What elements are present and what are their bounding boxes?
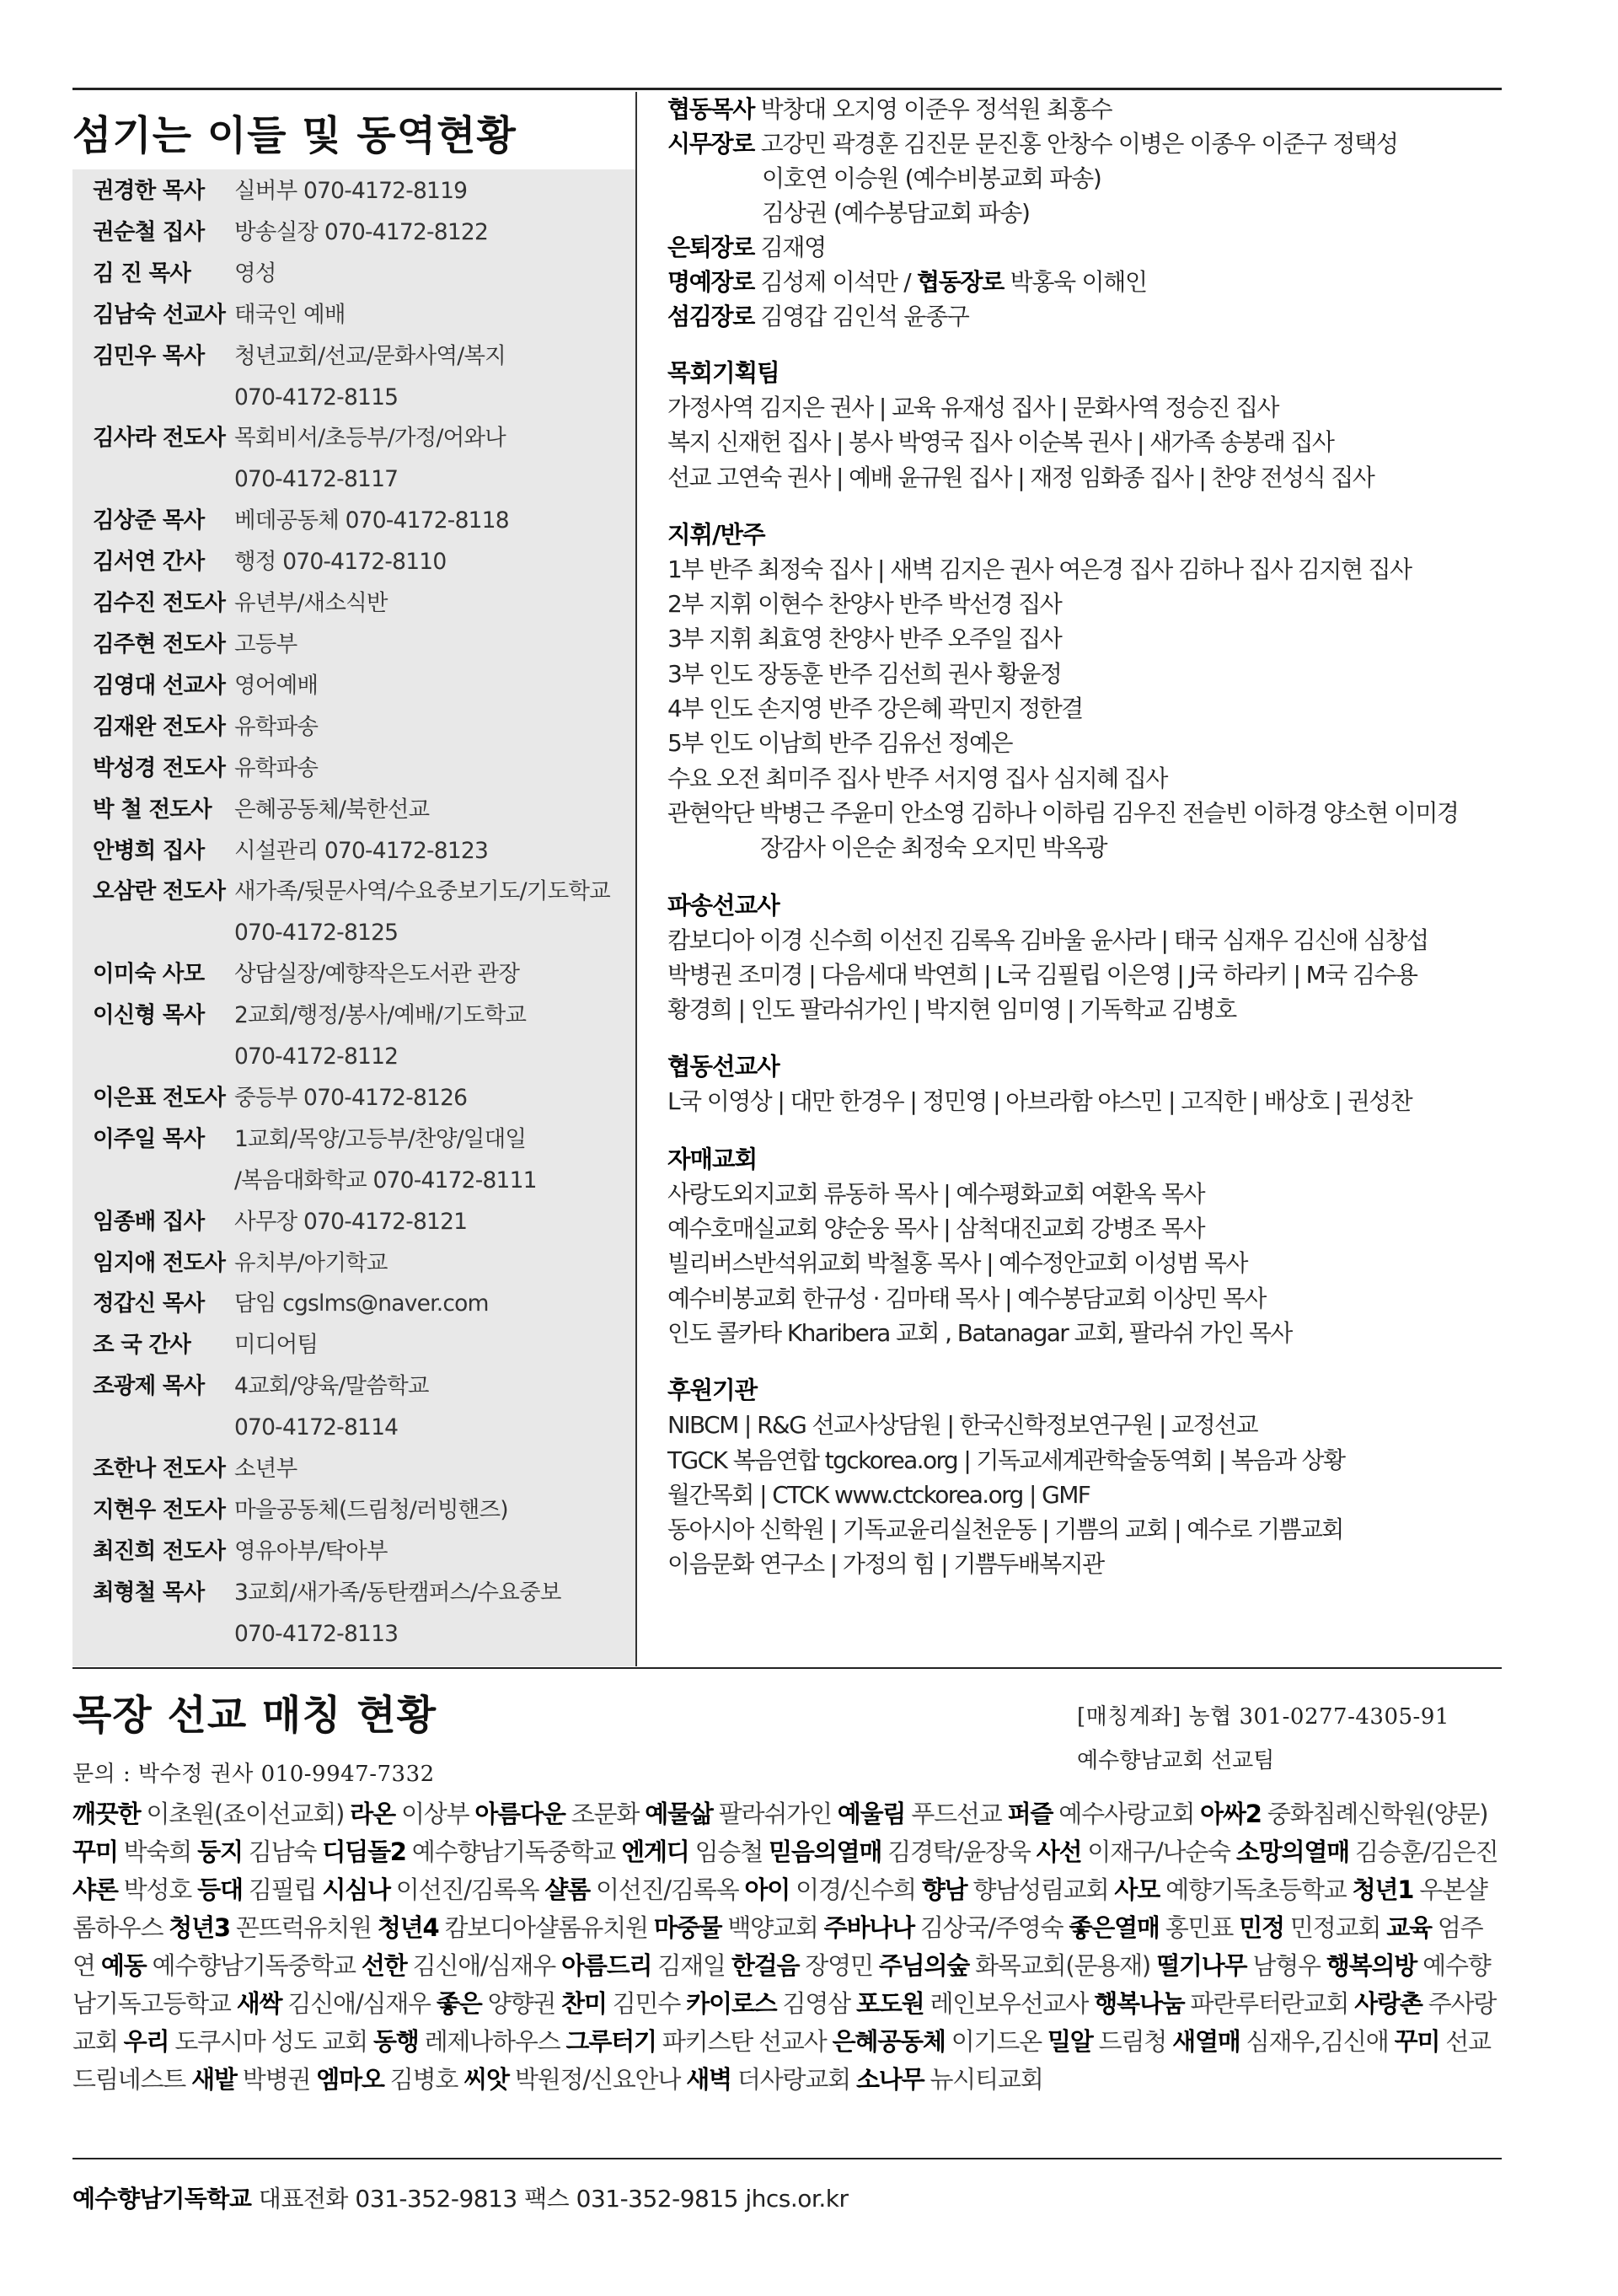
mission-partner: 김승훈/김은진 [1354,1837,1498,1866]
mission-partner: 남형우 [1252,1951,1321,1980]
mission-partner: 양향권 [487,1989,556,2018]
section-line: NIBCM | R&G 선교사상담원 | 한국신학정보연구원 | 교정선교 [667,1411,1257,1440]
mission-partner: 백양교회 [727,1913,818,1942]
staff-detail: 070-4172-8113 [234,1620,399,1647]
mission-partner: 김필립 [248,1875,317,1904]
ministry-column [667,92,1502,1582]
elder-role: 협동장로 [917,268,1005,296]
staff-name: 김남숙 선교사 [93,301,226,328]
mission-partner: 김상국/주영숙 [919,1913,1063,1942]
mokjang-group: 샬롬 [544,1875,590,1904]
mission-partner: 김영삼 [782,1989,850,2018]
staff-row [93,542,632,583]
mokjang-group: 그루터기 [565,2027,656,2056]
staff-detail: 2교회/행정/봉사/예배/기도학교 [234,1002,527,1029]
mokjang-group: 주님의숲 [878,1951,970,1980]
staff-detail: 영성 [234,260,276,287]
column-divider [635,92,637,1666]
footer-rule [72,2158,1502,2159]
mission-partner: 선교드림네스트 [72,2027,1491,2094]
staff-row [93,1490,632,1532]
mokjang-group: 우리 [123,2027,169,2056]
elder-line [667,265,1502,299]
staff-row [93,913,632,954]
staff-name: 박성경 전도사 [93,754,226,781]
mokjang-group: 찬미 [561,1989,607,2018]
staff-name: 안병희 집사 [93,837,205,864]
mokjang-group: 사선 [1036,1837,1082,1866]
elder-role: 협동목사 [667,95,754,123]
staff-row [93,1408,632,1449]
staff-name: 김사라 전도사 [93,425,226,452]
elder-line [667,161,1502,196]
mokjang-group: 밀알 [1047,2027,1093,2056]
staff-name: 김민우 목사 [93,342,205,369]
section-line: 장감사 이은순 최정숙 오지민 박옥광 [760,834,1106,862]
section-line: 박병권 조미경 | 다음세대 박연희 | L국 김필립 이은영 | J국 하라키 | M국 김수용 [667,960,1417,989]
section-line: 사랑도외지교회 류동하 목사 | 예수평화교회 여환옥 목사 [667,1179,1204,1208]
middle-rule [72,1667,1502,1669]
staff-detail: 고등부 [234,630,297,657]
mission-partner: 이초원(죠이선교회) [146,1800,345,1828]
mokjang-group: 행복의방 [1326,1951,1417,1980]
elder-names: 박홍욱 이해인 [1004,268,1147,296]
staff-row [93,212,632,254]
staff-row [93,1532,632,1573]
mission-partner: 향남성림교회 [972,1875,1109,1904]
staff-row [93,1449,632,1490]
mokjang-group: 꾸미 [1394,2027,1440,2056]
staff-name: 김주현 전도사 [93,630,226,657]
mokjang-group: 아이 [744,1875,790,1904]
elder-line [667,299,1502,334]
elder-role: 시무장로 [667,130,754,158]
staff-name: 이미숙 사모 [93,961,205,988]
mokjang-group: 믿음의열매 [769,1837,882,1866]
staff-row [93,1573,632,1614]
staff-name: 지현우 전도사 [93,1497,226,1523]
elder-names: 김성제 이석만 / [754,268,918,296]
mokjang-group: 깨끗한 [72,1800,141,1828]
mission-partner: 이경/신수희 [796,1875,916,1904]
staff-detail: 070-4172-8117 [234,466,399,493]
staff-detail: 070-4172-8125 [234,920,399,947]
section-title: 협동선교사 [667,1053,780,1081]
staff-row [93,1037,632,1078]
staff-row [93,254,632,295]
mission-partner: 이재구/나순숙 [1087,1837,1230,1866]
staff-name: 정갑신 목사 [93,1290,205,1317]
staff-name: 김상준 목사 [93,507,205,534]
staff-row [93,1078,632,1119]
staff-name: 조광제 목사 [93,1373,205,1400]
elder-line [667,126,1502,161]
mission-partner: 예향기독초등학교 [1165,1875,1347,1904]
staff-detail: 새가족/뒷문사역/수요중보기도/기도학교 [234,878,610,905]
section-line: 황경희 | 인도 팔라쉬가인 | 박지현 임미영 | 기독학교 김병호 [667,995,1236,1024]
section-line: 예수비봉교회 한규성 · 김마태 목사 | 예수봉담교회 이상민 목사 [667,1284,1266,1312]
section-title: 파송선교사 [667,891,780,920]
mokjang-group: 등대 [197,1875,243,1904]
staff-name: 권순철 집사 [93,218,205,245]
mokjang-group: 청년1 [1352,1875,1414,1904]
mission-partner: 드림청 [1098,2027,1167,2056]
elder-names: 박창대 오지영 이준우 정석원 최홍수 [754,95,1112,123]
staff-name: 박 철 전도사 [93,796,212,823]
elder-line [667,196,1502,230]
staff-detail: 태국인 예배 [234,301,346,328]
mission-partner: 푸드선교 [911,1800,1002,1828]
mission-partner: 우본샬롬하우스 [72,1875,1487,1942]
top-rule [72,88,1502,90]
staff-detail: 소년부 [234,1456,297,1483]
mokjang-group: 예물삶 [645,1800,713,1828]
staff-name: 김영대 선교사 [93,672,226,699]
staff-detail: 베데공동체 070-4172-8118 [234,507,509,534]
staff-detail: 마을공동체(드림청/러빙핸즈) [234,1497,508,1523]
staff-detail: 실버부 070-4172-8119 [234,178,468,204]
mission-partner: 박숙희 [123,1837,192,1866]
staff-name: 이신형 목사 [93,1002,205,1029]
section-line: 빌리버스반석위교회 박철홍 목사 | 예수정안교회 이성범 목사 [667,1249,1247,1278]
section-line: 인도 콜카타 Kharibera 교회 , Batanagar 교회, 팔라쉬 가인 목사 [667,1318,1292,1347]
staff-row [93,1614,632,1655]
mission-partner: 예수향남기독중학교 [411,1837,616,1866]
mission-partner: 엄주연 [72,1913,1483,1980]
mokjang-group: 둥지 [197,1837,243,1866]
staff-detail: 유치부/아기학교 [234,1249,388,1276]
staff-detail: 담임 cgslms@naver.com [234,1290,489,1317]
mokjang-group: 청년4 [377,1913,439,1942]
staff-row [93,790,632,831]
mokjang-group: 예동 [100,1951,147,1980]
mokjang-group: 교육 [1386,1913,1432,1942]
mokjang-group: 청년3 [169,1913,230,1942]
section-title: 후원기관 [667,1376,758,1405]
mission-partner: 조문화 [571,1800,640,1828]
staff-name: 최진희 전도사 [93,1537,226,1564]
section-title: 목회기획팀 [667,359,780,387]
mokjang-group: 퍼즐 [1007,1800,1053,1828]
mokjang-group: 아싸2 [1200,1800,1262,1828]
mokjang-group: 소나무 [856,2065,924,2094]
mission-partner: 예수향남기독중학교 [152,1951,356,1980]
mokjang-group: 사모 [1114,1875,1160,1904]
mission-partner: 김신애/심재우 [287,1989,431,2018]
staff-row [93,954,632,995]
mission-partner: 이선진/김록옥 [595,1875,739,1904]
staff-row [93,295,632,336]
elder-line [667,92,1502,126]
mokjang-group: 새열매 [1172,2027,1240,2056]
staff-section-title: 섬기는 이들 및 동역현황 [72,112,517,159]
staff-row [93,1161,632,1202]
mission-partner: 박원정/신요안나 [514,2065,681,2094]
elder-role: 은퇴장로 [667,233,754,261]
section-line: 복지 신재헌 집사 | 봉사 박영국 집사 이순복 권사 | 새가족 송봉래 집사 [667,428,1334,457]
section-line: 4부 인도 손지영 반주 강은혜 곽민지 정한결 [667,695,1083,723]
mokjang-group: 새밭 [191,2065,237,2094]
section-title: 지휘/반주 [667,520,765,549]
section-line: 선교 고연숙 권사 | 예배 윤규원 집사 | 재정 임화종 집사 | 찬양 전성식 집사 [667,463,1374,491]
matching-account: [매칭계좌] 농협 301-0277-4305-91 [1077,1704,1449,1730]
matching-title: 목장 선교 매칭 현황 [72,1692,437,1739]
staff-name: 김서연 간사 [93,549,205,576]
staff-row [93,1325,632,1366]
mokjang-group: 떨기나무 [1156,1951,1247,1980]
mokjang-group: 향남 [921,1875,967,1904]
mission-partner: 파키스탄 선교사 [662,2027,827,2056]
mokjang-group: 샤론 [72,1875,118,1904]
mission-partner: 임승철 [694,1837,763,1866]
staff-name: 오삼란 전도사 [93,878,226,905]
staff-detail: 미디어팀 [234,1332,319,1359]
staff-name: 최형철 목사 [93,1579,205,1606]
staff-row [93,707,632,748]
mokjang-group: 사랑촌 [1354,1989,1422,2018]
staff-detail: 070-4172-8114 [234,1414,399,1441]
staff-name: 김수진 전도사 [93,590,226,617]
mission-partner: 김경탁/윤장욱 [887,1837,1031,1866]
footer [72,2181,849,2214]
staff-detail: 유년부/새소식반 [234,590,388,617]
section-line: 3부 지휘 최효영 찬양사 반주 오주일 집사 [667,625,1062,653]
mission-partner: 도쿠시마 성도 교회 [174,2027,367,2056]
mokjang-group: 새싹 [236,1989,282,2018]
elder-role: 섬김장로 [667,303,754,330]
ministry-sections [667,356,1502,1582]
mission-partner: 캄보디아샬롬유치원 [444,1913,648,1942]
staff-row [93,1119,632,1161]
section-line: 이음문화 연구소 | 가정의 힘 | 기쁨두배복지관 [667,1550,1104,1579]
section-line: 관현악단 박병근 주윤미 안소영 김하나 이하림 김우진 전슬빈 이하경 양소현 이미경 [667,798,1459,827]
matching-list [72,1795,1505,2099]
mokjang-group: 선한 [361,1951,407,1980]
school-contact: 대표전화 031-352-9813 팩스 031-352-9815 jhcs.or.kr [251,2185,849,2213]
mission-partner: 이상부 [400,1800,469,1828]
staff-row [93,666,632,707]
staff-detail: 시설관리 070-4172-8123 [234,837,489,864]
mission-partner: 민정교회 [1289,1913,1381,1942]
elder-names: 이호연 이승원 (예수비봉교회 파송) [762,164,1101,192]
staff-row [93,625,632,666]
mission-partner: 화목교회(문용재) [975,1951,1151,1980]
staff-row [93,378,632,419]
staff-name: 권경한 목사 [93,178,205,204]
staff-row [93,1243,632,1285]
mission-partner: 박성호 [123,1875,192,1904]
elder-line [667,230,1502,265]
staff-detail: 070-4172-8112 [234,1043,399,1070]
mokjang-group: 라온 [350,1800,395,1828]
mokjang-group: 포도원 [856,1989,924,2018]
matching-inquiry: 문의 : 박수정 권사 010-9947-7332 [72,1762,435,1787]
staff-name: 임지애 전도사 [93,1249,226,1276]
mission-partner: 이선진/김록옥 [395,1875,539,1904]
mokjang-group: 씨앗 [463,2065,509,2094]
staff-name: 이주일 목사 [93,1125,205,1152]
staff-name: 이은표 전도사 [93,1084,226,1111]
staff-name: 임종배 집사 [93,1208,205,1235]
mokjang-group: 예울림 [837,1800,906,1828]
section-line: 5부 인도 이남희 반주 김유선 정예은 [667,729,1012,758]
mokjang-group: 아름다운 [474,1800,565,1828]
mission-partner: 뉴시티교회 [930,2065,1043,2094]
staff-detail: 방송실장 070-4172-8122 [234,218,489,245]
section-line: 예수호매실교회 양순웅 목사 | 삼척대진교회 강병조 목사 [667,1215,1204,1243]
mission-partner: 장영민 [805,1951,873,1980]
section-title: 자매교회 [667,1145,758,1173]
staff-row [93,995,632,1037]
elder-role: 명예장로 [667,268,754,296]
staff-row [93,459,632,501]
mokjang-group: 은혜공동체 [832,2027,946,2056]
staff-detail: 은혜공동체/북한선교 [234,796,430,823]
mokjang-group: 꾸미 [72,1837,118,1866]
staff-detail: 행정 070-4172-8110 [234,549,447,576]
mokjang-group: 좋은열매 [1069,1913,1160,1942]
school-name: 예수향남기독학교 [72,2185,252,2213]
mission-partner: 파란루터란교회 [1190,1989,1349,2018]
section-line: 수요 오전 최미주 집사 반주 서지영 집사 심지혜 집사 [667,764,1167,792]
mokjang-group: 아름드리 [561,1951,652,1980]
staff-detail: 목회비서/초등부/가정/어와나 [234,425,506,452]
section-line: TGCK 복음연합 tgckorea.org | 기독교세계관학술동역회 | 복음과 상황 [667,1446,1345,1474]
mission-partner: 예수사랑교회 [1058,1800,1195,1828]
mokjang-group: 새벽 [686,2065,731,2094]
staff-row [93,418,632,459]
mokjang-group: 카이로스 [686,1989,777,2018]
mission-partner: 홍민표 [1165,1913,1234,1942]
staff-detail: 유학파송 [234,713,319,740]
mokjang-group: 주바나나 [823,1913,914,1942]
elder-names: 고강민 곽경훈 김진문 문진홍 안창수 이병은 이종우 이준구 정택성 [754,130,1398,158]
staff-name: 김 진 목사 [93,260,191,287]
staff-row [93,1284,632,1325]
mission-partner: 레인보우선교사 [930,1989,1089,2018]
mission-partner: 이기드온 [951,2027,1042,2056]
staff-row [93,171,632,212]
mokjang-group: 마중물 [653,1913,722,1942]
staff-detail: 사무장 070-4172-8121 [234,1208,468,1235]
staff-name: 조한나 전도사 [93,1456,226,1483]
section-line: L국 이영상 | 대만 한경우 | 정민영 | 아브라함 야스민 | 고직한 | 배상호 | 권성찬 [667,1087,1412,1116]
staff-row [93,1366,632,1408]
mokjang-group: 한걸음 [731,1951,800,1980]
staff-row [93,748,632,790]
mokjang-group: 소망의열매 [1235,1837,1349,1866]
mission-partner: 김재일 [657,1951,726,1980]
mokjang-group: 행복나눔 [1094,1989,1185,2018]
staff-detail: 3교회/새가족/동탄캠퍼스/수요중보 [234,1579,561,1606]
elder-names: 김상권 (예수봉담교회 파송) [762,199,1030,227]
staff-detail: 청년교회/선교/문화사역/복지 [234,342,506,369]
mission-partner: 레제나하우스 [424,2027,560,2056]
staff-row [93,583,632,625]
staff-row [93,501,632,542]
mokjang-group: 동행 [372,2027,419,2056]
staff-name: 김재완 전도사 [93,713,226,740]
mokjang-group: 좋은 [436,1989,482,2018]
staff-name: 조 국 간사 [93,1332,191,1359]
mission-partner: 심재우,김신애 [1246,2027,1389,2056]
elder-names: 김재영 [754,233,826,261]
section-line: 3부 인도 장동훈 반주 김선희 권사 황윤정 [667,659,1062,688]
staff-detail: 4교회/양육/말씀학교 [234,1373,429,1400]
mokjang-group: 민정 [1239,1913,1284,1942]
mission-partner: 꼰뜨럭유치원 [235,1913,372,1942]
mission-partner: 중화침례신학원(양문) [1267,1800,1488,1828]
mission-partner: 김신애/심재우 [412,1951,556,1980]
staff-detail: 유학파송 [234,754,319,781]
staff-row [93,872,632,913]
staff-row [93,831,632,872]
mission-partner: 박병권 [242,2065,311,2094]
section-line: 2부 지휘 이현수 찬양사 반주 박선경 집사 [667,590,1062,619]
staff-detail: 영어예배 [234,672,319,699]
mission-partner: 더사랑교회 [737,2065,850,2094]
staff-detail: 상담실장/예향작은도서관 관장 [234,961,520,988]
section-line: 가정사역 김지은 권사 | 교육 유재성 집사 | 문화사역 정승진 집사 [667,394,1278,421]
mission-partner: 팔라쉬가인 [718,1800,832,1828]
section-line: 월간목회 | CTCK www.ctckorea.org | GMF [667,1480,1090,1509]
section-line: 캄보디아 이경 신수희 이선진 김록옥 김바울 윤사라 | 태국 심재우 김신애 심창섭 [667,925,1428,954]
staff-detail: 중등부 070-4172-8126 [234,1084,468,1111]
elders-list [667,92,1502,334]
staff-detail: 영유아부/탁아부 [234,1537,388,1564]
mission-partner: 김민수 [612,1989,681,2018]
staff-list [93,171,632,1655]
mokjang-group: 시심나 [322,1875,390,1904]
mission-partner: 김남숙 [248,1837,317,1866]
mission-partner: 김병호 [389,2065,458,2094]
matching-team: 예수향남교회 선교팀 [1077,1748,1275,1773]
mission-partner: 주사랑교회 [72,1989,1497,2056]
staff-row [93,1202,632,1243]
mokjang-group: 엠마오 [316,2065,384,2094]
staff-detail: 070-4172-8115 [234,384,399,410]
mission-partner: 예수향남기독고등학교 [72,1951,1491,2018]
mokjang-group: 디딤돌2 [322,1837,406,1866]
staff-row [93,336,632,378]
staff-detail: 1교회/목양/고등부/찬양/일대일 [234,1125,527,1152]
staff-detail: /복음대화학교 070-4172-8111 [234,1167,537,1194]
elder-names: 김영갑 김인석 윤종구 [754,303,969,330]
mokjang-group: 엔게디 [621,1837,689,1866]
section-line: 1부 반주 최정숙 집사 | 새벽 김지은 권사 여은경 집사 김하나 집사 김지현 집사 [667,555,1412,583]
section-line: 동아시아 신학원 | 기독교윤리실천운동 | 기쁨의 교회 | 예수로 기쁨교회 [667,1515,1343,1544]
